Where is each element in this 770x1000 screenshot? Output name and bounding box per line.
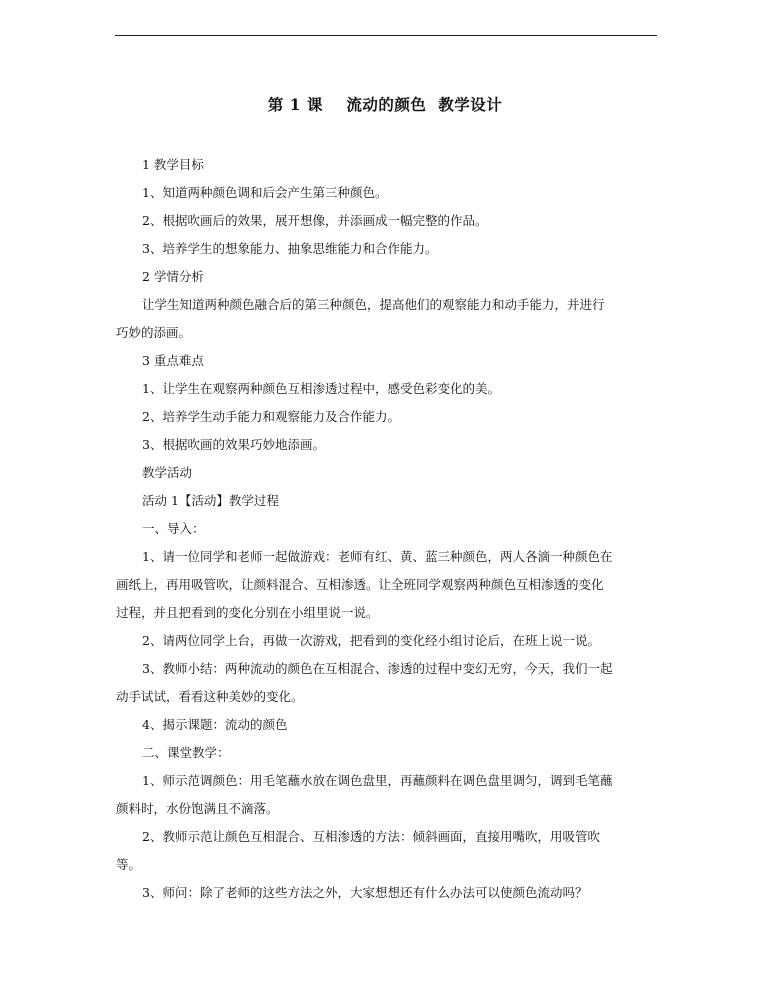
paragraph [116, 655, 656, 711]
text-line: 活动 1【活动】教学过程 [142, 493, 279, 508]
text-line: 二、课堂教学： [142, 745, 230, 760]
text-line: 3 重点难点 [142, 353, 204, 368]
paragraph [116, 375, 656, 403]
text-line: 巧妙的添画。 [116, 325, 192, 340]
paragraph [116, 487, 656, 515]
text-line: 颜料时，水份饱满且不滴落。 [116, 801, 279, 816]
document-body [116, 151, 656, 907]
paragraph [116, 291, 656, 347]
text-line: 4、揭示课题：流动的颜色 [142, 717, 288, 732]
text-line: 等。 [116, 857, 142, 872]
text-line: 1、知道两种颜色调和后会产生第三种颜色。 [142, 185, 388, 200]
paragraph [116, 711, 656, 739]
paragraph [116, 879, 656, 907]
text-line: 2、根据吹画后的效果，展开想像，并添画成一幅完整的作品。 [142, 213, 488, 228]
text-line: 2、培养学生动手能力和观察能力及合作能力。 [142, 409, 400, 424]
text-line: 过程，并且把看到的变化分别在小组里说一说。 [116, 605, 379, 620]
text-line: 2、教师示范让颜色互相混合、互相渗透的方法：倾斜画面，直接用嘴吹，用吸管吹 [142, 829, 600, 844]
text-line: 让学生知道两种颜色融合后的第三种颜色，提高他们的观察能力和动手能力，并进行 [142, 297, 605, 312]
paragraph [116, 403, 656, 431]
text-line: 动手试试，看看这种美妙的变化。 [116, 689, 304, 704]
paragraph [116, 347, 656, 375]
paragraph [116, 263, 656, 291]
paragraph [116, 515, 656, 543]
paragraph [116, 207, 656, 235]
paragraph [116, 179, 656, 207]
text-line: 1、让学生在观察两种颜色互相渗透过程中，感受色彩变化的美。 [142, 381, 500, 396]
paragraph [116, 459, 656, 487]
paragraph [116, 235, 656, 263]
text-line: 2 学情分析 [142, 269, 204, 284]
text-line: 1 教学目标 [142, 157, 204, 172]
text-line: 一、导入： [142, 521, 205, 536]
text-line: 画纸上，再用吸管吹，让颜料混合、互相渗透。让全班同学观察两种颜色互相渗透的变化 [116, 577, 604, 592]
paragraph [116, 767, 656, 823]
document-title: 第 1 课 流动的颜色 教学设计 [267, 95, 503, 114]
text-line: 3、师问：除了老师的这些方法之外，大家想想还有什么办法可以使颜色流动吗？ [142, 885, 588, 900]
text-line: 3、培养学生的想象能力、抽象思维能力和合作能力。 [142, 241, 438, 256]
paragraph [116, 823, 656, 879]
text-line: 3、教师小结：两种流动的颜色在互相混合、渗透的过程中变幻无穷，今天，我们一起 [142, 661, 613, 676]
text-line: 1、请一位同学和老师一起做游戏：老师有红、黄、蓝三种颜色，两人各滴一种颜色在 [142, 549, 613, 564]
text-line: 2、请两位同学上台，再做一次游戏，把看到的变化经小组讨论后，在班上说一说。 [142, 633, 600, 648]
text-line: 1、师示范调颜色：用毛笔蘸水放在调色盘里，再蘸颜料在调色盘里调匀，调到毛笔蘸 [142, 773, 613, 788]
paragraph [116, 739, 656, 767]
header-rule [115, 35, 657, 36]
paragraph [116, 543, 656, 627]
text-line: 3、根据吹画的效果巧妙地添画。 [142, 437, 325, 452]
paragraph [116, 627, 656, 655]
text-line: 教学活动 [142, 465, 193, 480]
paragraph [116, 431, 656, 459]
paragraph [116, 151, 656, 179]
